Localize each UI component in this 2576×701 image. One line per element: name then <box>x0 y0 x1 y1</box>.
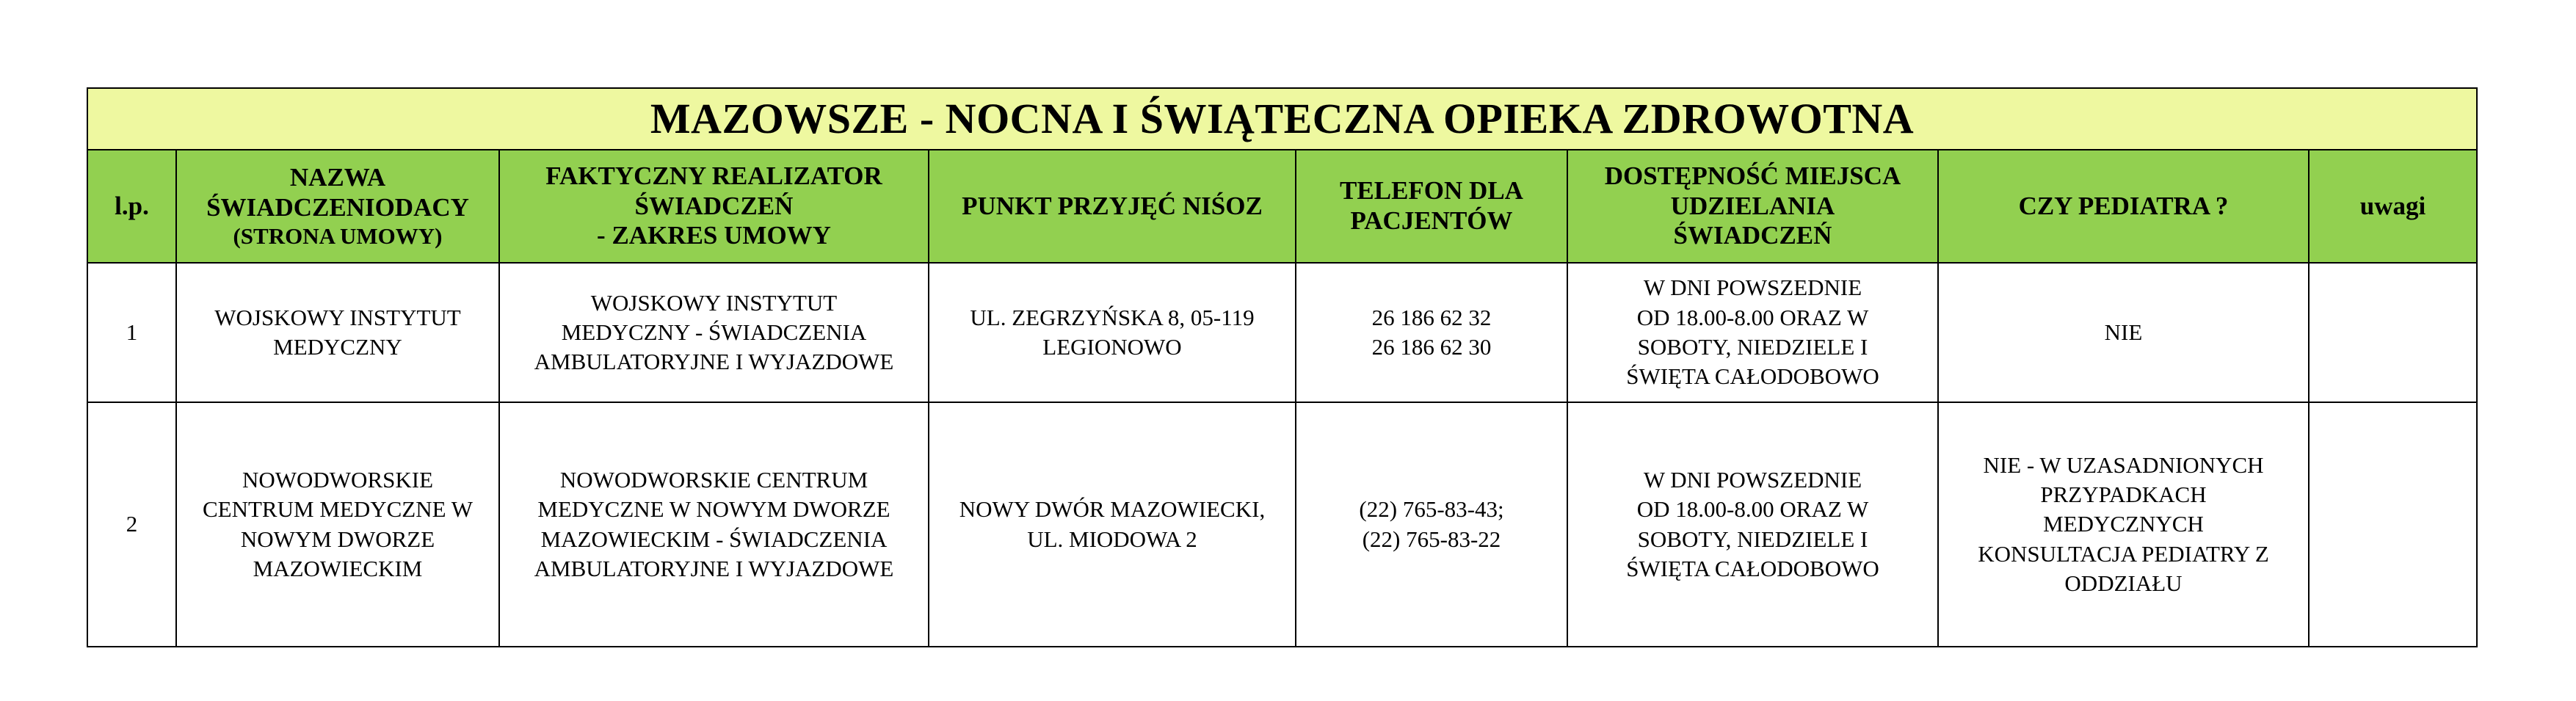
header-nazwa <box>176 150 499 263</box>
cell-line: ŚWIĘTA CAŁODOBOWO <box>1626 363 1879 390</box>
header-dostepnosc <box>1567 150 1938 263</box>
cell-line: (22) 765-83-22 <box>1362 526 1501 552</box>
cell-line: NOWODWORSKIE <box>242 466 434 493</box>
cell-line: MAZOWIECKIM <box>253 555 423 581</box>
cell-line: SOBOTY, NIEDZIELE I <box>1637 334 1868 360</box>
cell-realizator <box>499 263 929 402</box>
cell-line: W DNI POWSZEDNIE <box>1643 275 1862 301</box>
cell-line: ŚWIĘTA CAŁODOBOWO <box>1626 555 1879 581</box>
cell-line: MAZOWIECKIM - ŚWIADCZENIA <box>540 526 888 552</box>
header-telefon-line2: PACJENTÓW <box>1350 206 1513 235</box>
header-telefon <box>1296 150 1567 263</box>
title-row <box>87 88 2477 150</box>
header-lp: l.p. <box>87 150 176 263</box>
cell-line: AMBULATORYJNE I WYJAZDOWE <box>534 555 894 581</box>
header-dostepnosc-line2: UDZIELANIA <box>1670 191 1835 220</box>
cell-line: (22) 765-83-43; <box>1359 496 1504 523</box>
cell-punkt <box>929 263 1296 402</box>
cell-line: NOWODWORSKIE CENTRUM <box>559 466 868 493</box>
cell-punkt <box>929 402 1296 647</box>
header-punkt: PUNKT PRZYJĘĆ NIŚOZ <box>929 150 1296 263</box>
table-title: MAZOWSZE - NOCNA I ŚWIĄTECZNA OPIEKA ZDROWOTNA <box>87 88 2477 150</box>
cell-line: WOJSKOWY INSTYTUT <box>214 304 461 330</box>
cell-line: ODDZIAŁU <box>2064 570 2183 596</box>
cell-line: MEDYCZNY - ŚWIADCZENIA <box>561 319 867 345</box>
header-telefon-line1: TELEFON DLA <box>1340 176 1523 206</box>
header-dostepnosc-line1: DOSTĘPNOŚĆ MIEJSCA <box>1604 161 1901 190</box>
cell-lp: 1 <box>87 263 176 402</box>
header-uwagi: uwagi <box>2309 150 2477 263</box>
header-dostepnosc-line3: ŚWIADCZEŃ <box>1673 221 1832 250</box>
cell-nazwa <box>176 263 499 402</box>
cell-line: UL. MIODOWA 2 <box>1027 526 1197 552</box>
header-nazwa-line1: NAZWA <box>289 162 386 192</box>
cell-line: CENTRUM MEDYCZNE W <box>203 496 473 523</box>
header-realizator-line3: - ZAKRES UMOWY <box>597 221 831 250</box>
opieka-zdrowotna-table <box>87 87 2478 647</box>
table-row <box>87 263 2477 402</box>
cell-nazwa <box>176 402 499 647</box>
cell-line: SOBOTY, NIEDZIELE I <box>1637 526 1868 552</box>
header-pediatra: CZY PEDIATRA ? <box>1938 150 2309 263</box>
cell-line: NOWY DWÓR MAZOWIECKI, <box>959 496 1266 523</box>
cell-pediatra <box>1938 402 2309 647</box>
cell-line: PRZYPADKACH <box>2040 482 2207 508</box>
cell-line: MEDYCZNE W NOWYM DWORZE <box>537 496 890 523</box>
table-row <box>87 402 2477 647</box>
cell-line: OD 18.00-8.00 ORAZ W <box>1636 304 1869 330</box>
cell-uwagi <box>2309 263 2477 402</box>
header-nazwa-line2: ŚWIADCZENIODACY <box>206 192 469 222</box>
cell-line: UL. ZEGRZYŃSKA 8, 05-119 <box>970 304 1255 330</box>
cell-telefon <box>1296 263 1567 402</box>
cell-lp: 2 <box>87 402 176 647</box>
cell-pediatra <box>1938 263 2309 402</box>
cell-line: WOJSKOWY INSTYTUT <box>590 289 838 316</box>
cell-line: KONSULTACJA PEDIATRY Z <box>1978 540 2269 567</box>
cell-line: NIE <box>2104 319 2143 345</box>
cell-line: OD 18.00-8.00 ORAZ W <box>1636 496 1869 523</box>
cell-line: AMBULATORYJNE I WYJAZDOWE <box>534 349 894 375</box>
cell-line: 26 186 62 30 <box>1371 334 1492 360</box>
cell-line: MEDYCZNY <box>273 334 402 360</box>
header-nazwa-sub: (STRONA UMOWY) <box>233 222 443 249</box>
cell-uwagi <box>2309 402 2477 647</box>
cell-line: NIE - W UZASADNIONYCH <box>1983 451 2264 478</box>
cell-line: LEGIONOWO <box>1042 334 1182 360</box>
cell-line: NOWYM DWORZE <box>240 526 435 552</box>
cell-dostepnosc <box>1567 402 1938 647</box>
cell-line: 26 186 62 32 <box>1371 304 1492 330</box>
cell-telefon <box>1296 402 1567 647</box>
header-row <box>87 150 2477 263</box>
header-realizator-line1: FAKTYCZNY REALIZATOR <box>545 161 882 190</box>
cell-dostepnosc <box>1567 263 1938 402</box>
cell-line: MEDYCZNYCH <box>2043 511 2204 537</box>
header-realizator-line2: ŚWIADCZEŃ <box>634 191 794 220</box>
cell-realizator <box>499 402 929 647</box>
header-realizator <box>499 150 929 263</box>
cell-line: W DNI POWSZEDNIE <box>1643 466 1862 493</box>
